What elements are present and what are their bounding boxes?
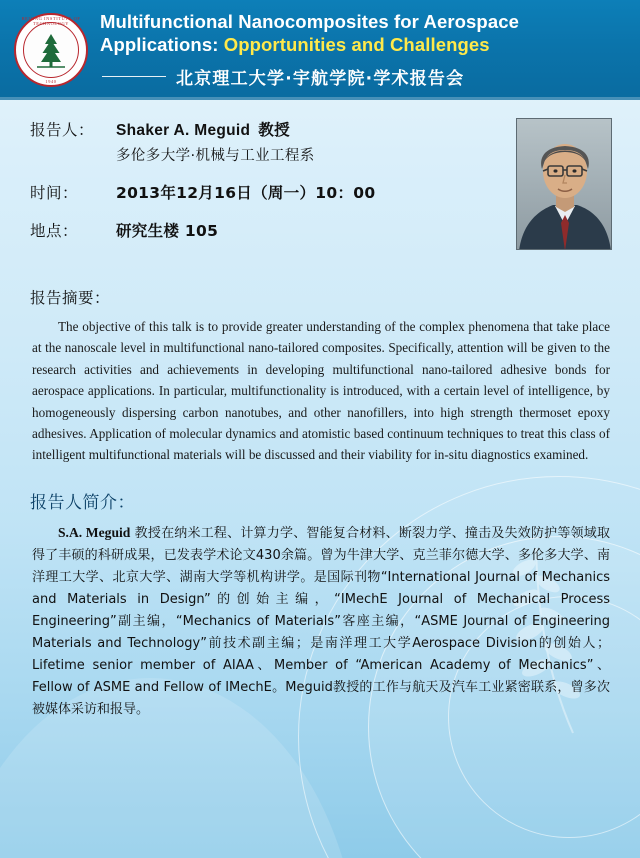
bio-body: 教授在纳米工程、计算力学、智能复合材料、断裂力学、撞击及失效防护等领域取得了丰硕的科研成果，已发表学术论文430余篇。曾为牛津大学、克兰菲尔德大学、多伦多大学、南洋理工大学、北京大学、湖南大学等机构讲学。是国际刊物“International Journal of Mechanics and Materials in Design”的创始主编，“IMechE Journal of Mechanical Process Engineering”副主编，“Mechanics of Materials”客座主编，“ASME Journal of Engineering Materials and Technology”前技术副主编；是南洋理工大学Aerospace Division的创始人；Lifetime senior member of AIAA、Member of “American Academy of Mechanics”、 Fellow of ASME and Fellow of IMechE。Meguid教授的工作与航天及汽车工业紧密联系，曾多次被媒体采访和报导。 — [32, 525, 610, 718]
poster-header — [0, 0, 640, 100]
header-subtitle-row — [100, 64, 630, 89]
place-label: 地点： — [30, 222, 79, 240]
logo-text-bottom: 1940 — [45, 79, 57, 84]
speaker-name: Shaker A. Meguid — [116, 122, 251, 139]
title-line-2-plain: Applications: — [100, 34, 219, 55]
poster-title-english — [100, 11, 630, 56]
speaker-affiliation: 多伦多大学·机械与工业工程系 — [116, 148, 315, 164]
abstract-heading: 报告摘要： — [30, 289, 111, 307]
poster-subtitle-chinese: 北京理工大学·宇航学院·学术报告会 — [176, 68, 465, 89]
poster-content — [0, 100, 640, 721]
logo-text-top: BEIJING INSTITUTE OF TECHNOLOGY — [21, 16, 81, 26]
bio-heading: 报告人简介： — [30, 492, 135, 513]
place-value: 研究生楼 105 — [116, 222, 219, 240]
time-label: 时间： — [30, 184, 79, 202]
time-value: 2013年12月16日（周一）10：00 — [116, 184, 376, 202]
speaker-portrait — [516, 118, 612, 250]
logo-tree-icon — [31, 30, 71, 70]
header-title-block — [96, 11, 630, 88]
speaker-academic-title: 教授 — [258, 121, 290, 139]
subtitle-rule — [102, 76, 166, 77]
bio-text — [32, 521, 610, 722]
bio-lead-name: S.A. Meguid — [58, 524, 131, 540]
speaker-info-block — [30, 118, 612, 268]
abstract-text: The objective of this talk is to provide greater understanding of the complex phenomena that take place at the nanoscale level in multifunctional nano-tailored composites. Specifically, attention will be given to the research activities and achievements in developing multifunctional nano-tailored adhesive bonds for aerospace applications. In particular, multifunctionality is introduced, with a certain level of intelligence, by homogeneously dispersing carbon nanotubes, and other nanofillers, into high strength thermoset epoxy adhesives. Application of molecular dynamics and atomistic based continuum techniques to treat this class of intelligent multifunctional materials will be discussed and their viability for in-situ diagnostics examined. — [32, 319, 610, 463]
title-line-2-accent: Opportunities and Challenges — [223, 34, 490, 55]
title-line-1: Multifunctional Nanocomposites for Aerospace — [100, 11, 519, 33]
speaker-label: 报告人： — [30, 121, 95, 139]
university-logo-icon — [14, 13, 88, 87]
